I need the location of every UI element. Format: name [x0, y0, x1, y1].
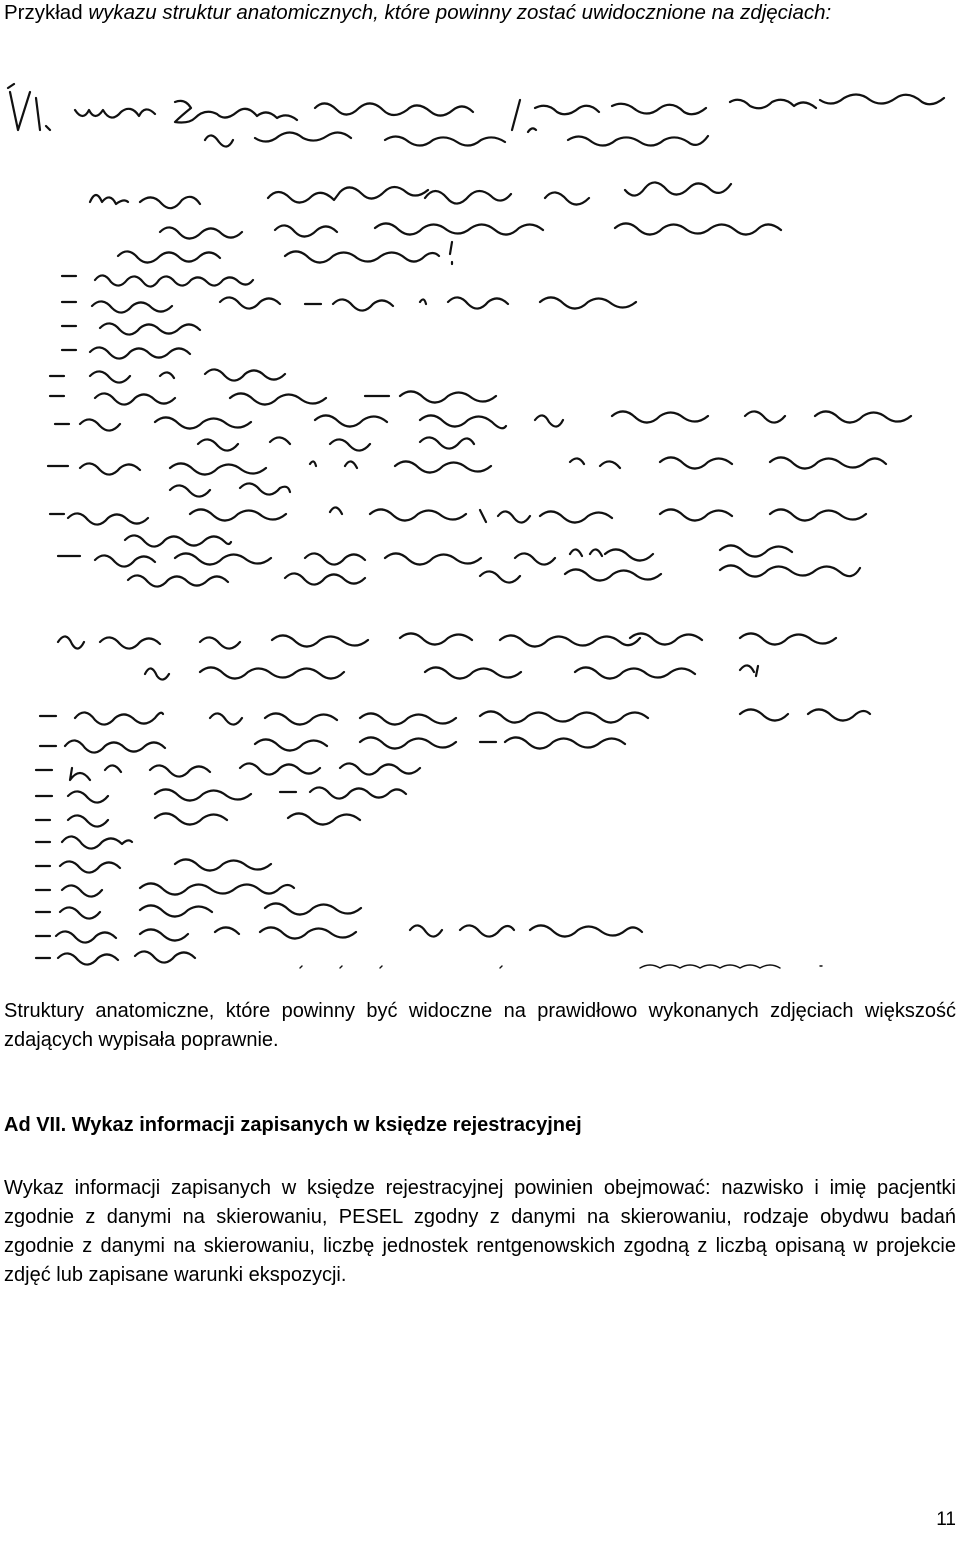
handwriting-image-2 — [0, 618, 960, 970]
intro-italic: wykazu struktur anatomicznych, które powinny zostać uwidocznione na zdjęciach: — [88, 1, 832, 24]
page-number: 11 — [936, 1509, 956, 1530]
section-heading: Ad VII. Wykaz informacji zapisanych w księdze rejestracyjnej — [4, 1114, 582, 1136]
handwritten-scan-2 — [0, 618, 960, 970]
intro-plain: Przykład — [4, 1, 89, 24]
handwritten-scan-1 — [0, 70, 960, 600]
summary-paragraph: Struktury anatomiczne, które powinny być widoczne na prawidłowo wykonanych zdjęciach większość zdających wypisała poprawnie. — [4, 1000, 956, 1051]
body-paragraph: Wykaz informacji zapisanych w księdze rejestracyjnej powinien obejmować: nazwisko i imię pacjentki zgodnie z danymi na skierowaniu, PESEL zgodny z danymi na skierowaniu, rodzaje obydwu badań zgodnie z danymi na skierowaniu, liczbę jednostek rentgenowskich zgodną z liczbą opisaną w projekcie zdjęć lub zapisane warunki ekspozycji. — [4, 1177, 956, 1286]
intro-line — [4, 0, 956, 26]
handwriting-image-1 — [0, 70, 960, 600]
